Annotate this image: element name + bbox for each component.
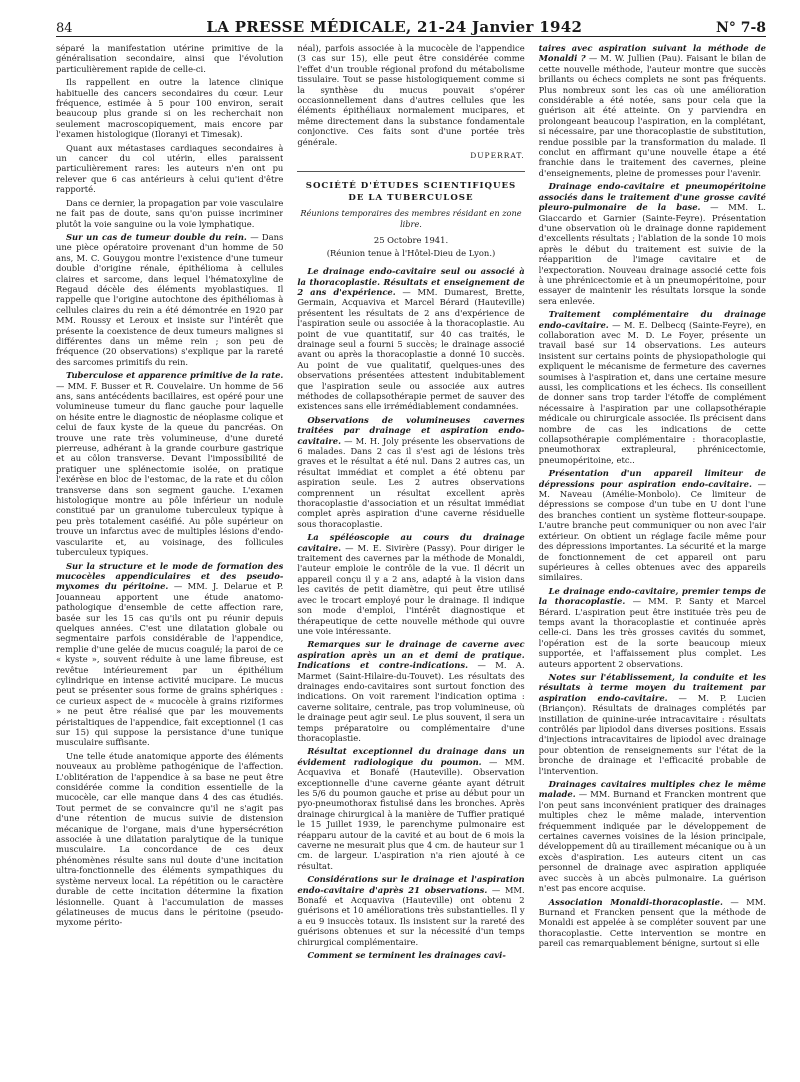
page-number: 84 xyxy=(56,21,73,36)
article-title: Drainages cavitaires multiples chez le même malade. xyxy=(538,779,766,800)
paragraph: néal), parfois associée à la mucocèle de l'appendice (3 cas sur 15), elle peut être considérée comme l'effet d'un trouble régional profond du métabolisme tissulaire. Tout se passe histologiquement comme si la synthèse du mucus pouvait s'opérer occasionnellement dans d'autres cellules que les éléments épithéliaux normalement mucipares, et même directement dans la substance fondamentale conjonctive. Ces faits sont d'une portée très générale. xyxy=(297,43,525,147)
article-title: Tuberculose et apparence primitive de la rate. xyxy=(66,370,284,381)
article-entry xyxy=(539,181,766,306)
article-title: Notes sur l'établissement, la conduite et les résultats à terme moyen du traitement par aspiration endo-cavitaire. xyxy=(538,671,766,703)
article-entry xyxy=(539,779,766,893)
article-entry xyxy=(539,586,766,669)
article-title: Association Monaldi-thoracoplastie. xyxy=(548,896,723,907)
article-text: — MM. J. Delarue et P. Jouanneau apportent une étude anatomo-pathologique d'ensemble de cette affection rare, basée sur les 15 cas qu'ils ont pu réunir depuis quelques années. C'est une dilatation globale ou segmentaire parfois considérable de l'appendice, remplie d'une gelée de mucus coagulé; la paroi de ce « kyste », souvent réduite à une lame fibreuse, est revêtue intérieurement par un épithélium cylindrique en intense activité mucipare. Le mucus peut se présenter sous forme de grains sphériques : ce curieux aspect de « mucocèle à grains riziformes » ne peut être réalisé que par les mouvements péristaltiques de l'appendice, fait exceptionnel (1 cas sur 15) qui suppose la persistance d'une tunique musculaire suffisante. xyxy=(56,581,284,748)
article-entry xyxy=(56,232,283,367)
article-text: — MM. P. Santy et Marcel Bérard. L'aspiration peut être instituée très peu de temps avant la thoracoplastie et continuée après celle-ci. Dans les très grosses cavités du sommet, l'opération est de la sorte beaucoup mieux supportée, et l'affaissement plus complet. Les auteurs apportent 2 observations. xyxy=(538,596,766,669)
paragraph: Quant aux métastases cardiaques secondaires à un cancer du col utérin, elles paraissent particulièrement rares: les auteurs n'en ont pu relever que 6 cas antérieurs à celui qu'ient d'être rapporté. xyxy=(56,142,284,195)
author-signature: DUPERRAT. xyxy=(470,151,525,161)
article-title: Sur la structure et le mode de formation des mucocèles appendiculaires et des pseudo-myxomes du péritoine. xyxy=(56,560,284,592)
article-title: Présentation d'un appareil limiteur de dépressions pour aspiration endo-cavitaire. xyxy=(538,468,766,489)
article-title: Remarques sur le drainage de caverne avec aspiration après un an et demi de pratique. Indications et contre-indications. xyxy=(297,639,525,671)
text-columns xyxy=(56,43,766,1073)
column-2 xyxy=(297,43,524,1073)
issue-number: N° 7-8 xyxy=(716,20,766,36)
article-title: Drainage endo-cavitaire et pneumopéritoine associés dans le traitement d'une grosse cavité pleuro-pulmonaire de la base. xyxy=(538,181,766,213)
article-title: Le drainage endo-cavitaire seul ou associé à la thoracoplastie. Résultats et enseignement de 2 ans d'expérience. xyxy=(297,266,525,297)
article-entry xyxy=(297,746,524,871)
article-entry xyxy=(297,950,524,960)
article-title: Comment se terminent les drainages cavi- xyxy=(307,950,506,961)
article-text: — M. H. Joly présente les observations de 6 malades. Dans 2 cas il s'est agi de lésions très graves et le résultat a été nul. Dans 2 autres cas, un résultat immédiat et complet a été obtenu par aspiration seule. Les 2 autres observations comprennent un résultat excellent après thoracoplastie d'association et un résultat immédiat complet après aspiration d'une caverne résiduelle sous thoracoplastie. xyxy=(297,435,525,529)
article-text: — M. P. Lucien (Briançon). Résultats de drainages complétés par instillation de quinine-urée intracavitaire : résultats contrôlés par lipiodol dans diverses positions. Essais d'injections intracavitaires de lipiodol avec drainage pour obtention de renseignements sur l'état de la bronche de drainage et l'efficacité probable de l'intervention. xyxy=(538,692,766,776)
page-header xyxy=(56,14,766,37)
article-text: — MM. Acquaviva et Bonafé (Hauteville). Observation exceptionnelle d'une caverne géante ayant détruit les 5/6 du poumon gauche et prise au début pour un pyo-pneumothorax fistulisé dans les bronches. Après drainage chirurgical à la manière de Tuffier pratiqué le 15 Juillet 1939, le parenchyme pulmonaire est réapparu autour de la cavité et au bout de 6 mois la caverne ne mesurait plus que 4 cm. de hauteur sur 1 cm. de largeur. L'aspiration n'a rien ajouté à ce résultat. xyxy=(297,756,525,871)
meeting-location: (Réunion tenue à l'Hôtel-Dieu de Lyon.) xyxy=(326,247,496,258)
article-text: — MM. Burnand et Francken pensent que la méthode de Monaldi est appelée à se compléter souvent par une thoracoplastie. Cette intervention se montre en pareil cas remarquablement bénigne, surtout si elle xyxy=(538,896,766,949)
journal-title: LA PRESSE MÉDICALE, 21-24 Janvier 1942 xyxy=(206,18,583,36)
column-3 xyxy=(539,43,766,1073)
meeting-date: 25 Octobre 1941. xyxy=(373,235,449,246)
article-entry xyxy=(56,370,283,557)
article-title: Sur un cas de tumeur double du rein. xyxy=(66,231,247,242)
article-entry xyxy=(297,532,524,636)
article-entry xyxy=(297,266,524,412)
article-title: Observations de volumineuses cavernes traitées par drainage et aspiration endo-cavitaire. xyxy=(297,414,525,446)
paragraph: séparé la manifestation utérine primitive de la généralisation secondaire, ainsi que l'évolution particulièrement rapide de celle-ci. xyxy=(56,43,284,74)
article-entry xyxy=(56,561,283,748)
article-text: — M. Naveau (Amélie-Monbolo). Ce limiteur de dépressions se compose d'un tube en U dont l'une des branches contient un système flotteur-soupape. L'autre branche peut communiquer ou non avec l'air extérieur. On obtient un réglage facile même pour des dépressions importantes. La sécurité et la marge de fonctionnement de cet appareil ont paru supérieures à celles obtenues avec des appareils similaires. xyxy=(538,478,766,583)
article-title: Le drainage endo-cavitaire, premier temps de la thoracoplastie. xyxy=(538,585,766,607)
article-entry xyxy=(539,897,766,949)
article-text: — M. E. Delbecq (Sainte-Feyre), en collaboration avec M. D. Le Foyer, présente un travail basé sur 14 observations. Les auteurs insistent sur certains points de physiopathologie qui expliquent le mécanisme de fermeture des cavernes soumises à l'aspiration et, dans une certaine mesure aussi, les complications et les échecs. Ils conseillent de donner sans trop tarder l'étoffe de complément nécessaire à l'aspiration par une collapsothérapie médicale ou chirurgicale associée. Ils précisent dans nombre de cas les indications de cette collapsothérapie complémentaire : thoracoplastie, pneumothorax extrapleural, phrénicectomie, pneumopéritoine, etc.. xyxy=(538,319,766,465)
article-text: — M. W. Jullien (Pau). Faisant le bilan de cette nouvelle méthode, l'auteur montre que succès brillants ou échecs complets ne sont pas fréquents. Plus nombreux sont les cas où une amélioration considérable a été notée, sans pour cela que la guérison ait été atteinte. On y parviendra en prolongeant beaucoup l'aspiration, en la complétant, si nécessaire, par une thoracoplastie de substitution, rendue possible par la transformation du malade. Il conclut en affirmant qu'une nouvelle étape a été franchie dans le traitement des cavernes, pleine d'enseignements, pleine de promesses pour l'avenir. xyxy=(538,53,766,178)
article-text: — MM. Dumarest, Brette, Germain, Acquaviva et Marcel Bérard (Hauteville) présentent les résultats de 2 ans d'expérience de l'aspiration seule ou associée à la thoracoplastie. Au point de vue quantitatif, sur 40 cas traités, le drainage seul a fourni 5 succès; le drainage associé avant ou après la thoracoplastie a donné 10 succès. Au point de vue qualitatif, quelques-unes des observations présentées attestent indubitablement que l'aspiration seule ou associée aux autres méthodes de collapsothérapie permet de sauver des existences sans elle irrémédiablement condamnées. xyxy=(297,286,525,412)
society-title-line: SOCIÉTÉ D'ÉTUDES SCIENTIFIQUES xyxy=(305,181,517,192)
article-title: La spéléoscopie au cours du drainage cavitaire. xyxy=(297,532,525,553)
article-title: Considérations sur le drainage et l'aspiration endo-cavitaire d'après 21 observations. xyxy=(297,874,525,895)
article-text: — MM. Burnand et Francken montrent que l'on peut sans inconvénient pratiquer des drainages multiples chez le même malade, intervention fréquemment indiquée par le développement de certaines cavernes voisines de la lésion principale, développement dû au tiraillement mécanique ou à un excès d'aspiration. Les auteurs citent un cas personnel de drainage avec aspiration appliquée avec succès à un abcès pulmonaire. La guérison n'est pas encore acquise. xyxy=(538,789,766,894)
article-entry xyxy=(297,415,524,529)
article-text: — Dans une pièce opératoire provenant d'un homme de 50 ans, M. C. Gouygou montre l'existence d'une tumeur double d'origine rénale, épithélioma à cellules claires et sarcome, dans lequel l'hématoxyline de Regaud décèle des éléments myoblastiques. Il rappelle que l'origine autochtone des épithéliomas à cellules claires du rein a été démontrée en 1920 par MM. Roussy et Leroux et insiste sur l'intérêt que présente la coexistence de deux tumeurs malignes si différentes dans un même rein ; son peu de fréquence (20 observations) s'explique par la rareté des sarcomes primitifs du rein. xyxy=(56,231,284,367)
paragraph: Une telle étude anatomique apporte des éléments nouveaux au problème pathogénique de l'affection. L'oblitération de l'appendice à sa base ne peut être considérée comme la condition essentielle de la mucocèle, car elle manque dans 4 des cas étudiés. Tout permet de se convaincre qu'il ne s'agit pas d'une rétention de mucus suivie de distension mécanique de l'organe, mais d'une hypersécrétion associée à une dilatation paralytique de la tunique musculaire. La concordance de ces deux phénomènes résulte sans nul doute d'une incitation ultra-fonctionnelle des éléments sympathiques du système nerveux local. La répétition ou le caractère durable de cette incitation détermine la fixation lésionnelle. Quant à l'accumulation de masses gélatineuses de mucus dans le péritoine (pseudo-myxome périto- xyxy=(56,750,284,928)
article-entry xyxy=(539,672,766,776)
article-entry xyxy=(539,43,766,178)
article-entry xyxy=(539,309,766,465)
article-text: — MM. L. Giaccardo et Garnier (Sainte-Feyre). Présentation d'une observation où le drainage donne rapidement d'excellents résultats ; l'ablation de la sonde 10 mois après le début du traitement est suivie de la réapparition de l'image cavitaire et de l'expectoration. Nouveau drainage associé cette fois à une phrénicectomie et à un pneumopéritoine, pour essayer de maintenir les résultats lorsque la sonde sera enlevée. xyxy=(538,202,766,306)
paragraph: Dans ce dernier, la propagation par voie vasculaire ne fait pas de doute, sans qu'on puisse incriminer plutôt la voie sanguine ou la voie lymphatique. xyxy=(56,197,284,229)
paragraph: Ils rappellent en outre la latence clinique habituelle des cancers secondaires du cœur. Leur fréquence, estimée à 5 pour 100 environ, serait beaucoup plus grande si on les recherchait non seulement macroscopiquement, mais encore par l'examen histologique (Iloranyi et Timesak). xyxy=(56,77,284,140)
article-text: — MM. F. Busser et R. Couvelaire. Un homme de 56 ans, sans antécédents bacillaires, est opéré pour une volumineuse tumeur du flanc gauche pour laquelle on hésite entre le diagnostic de néoplasme colique et celui de faux kyste de la queue du pancréas. On trouve une rate très volumineuse, d'une dureté pierreuse, adhérant à la grande courbure gastrique et au côlon transverse. Devant l'impossibilité de pratiquer une splénectomie isolée, on pratique l'exérèse en bloc de l'estomac, de la rate et du côlon transverse dans son segment gauche. L'examen histologique montre au pôle inférieur un nodule constitué par un granulome tuberculeux typique à peu près totalement caséifié. Au pôle supérieur on trouve un infarctus avec de multiples lésions d'endo-vascularite et, au voisinage, des follicules tuberculeux typiques. xyxy=(56,380,284,558)
column-1 xyxy=(56,43,283,1073)
society-title-line: DE LA TUBERCULOSE xyxy=(348,193,474,204)
article-entry xyxy=(297,874,524,947)
society-subtitle: Réunions temporaires des membres résidant en zone libre. xyxy=(300,208,522,229)
article-title: Résultat exceptionnel du drainage dans un évidement radiologique du poumon. xyxy=(297,746,525,767)
article-title: taires avec aspiration suivant la méthode de Monaldi ? xyxy=(538,43,766,64)
article-text: — M. E. Sivirère (Passy). Pour diriger le traitement des cavernes par la méthode de Monaldi, l'auteur emploie le contrôle de la vue. Il décrit un appareil conçu il y a 2 ans, adapté à la vision dans les cavités de petit diamètre, qui peut être utilisé avec le trocart employé pour le drainage. Il indique son mode d'emploi, l'intérêt diagnostique et thérapeutique de cette nouvelle méthode qui ouvre une voie intéressante. xyxy=(297,542,525,636)
article-entry xyxy=(539,468,766,582)
article-text: — MM. Bonafé et Acquaviva (Hauteville) ont obtenu 2 guérisons et 10 améliorations très substantielles. Il y a eu 9 insuccès totaux. Ils insistent sur la rareté des guérisons obtenues et sur la nécessité d'un temps chirurgical complémentaire. xyxy=(297,884,525,947)
article-text: — M. A. Marmet (Saint-Hilaire-du-Touvet). Les résultats des drainages endo-cavitaires sont surtout fonction des indications. On voit rarement l'indication optima : caverne solitaire, centrale, pas trop volumineuse, où le drainage peut agir seul. Le plus souvent, il sera un temps préparatoire ou complémentaire d'une thoracoplastie. xyxy=(297,660,525,743)
article-entry xyxy=(297,639,524,743)
article-title: Traitement complémentaire du drainage endo-cavitaire. xyxy=(538,309,766,330)
society-heading xyxy=(297,171,524,258)
